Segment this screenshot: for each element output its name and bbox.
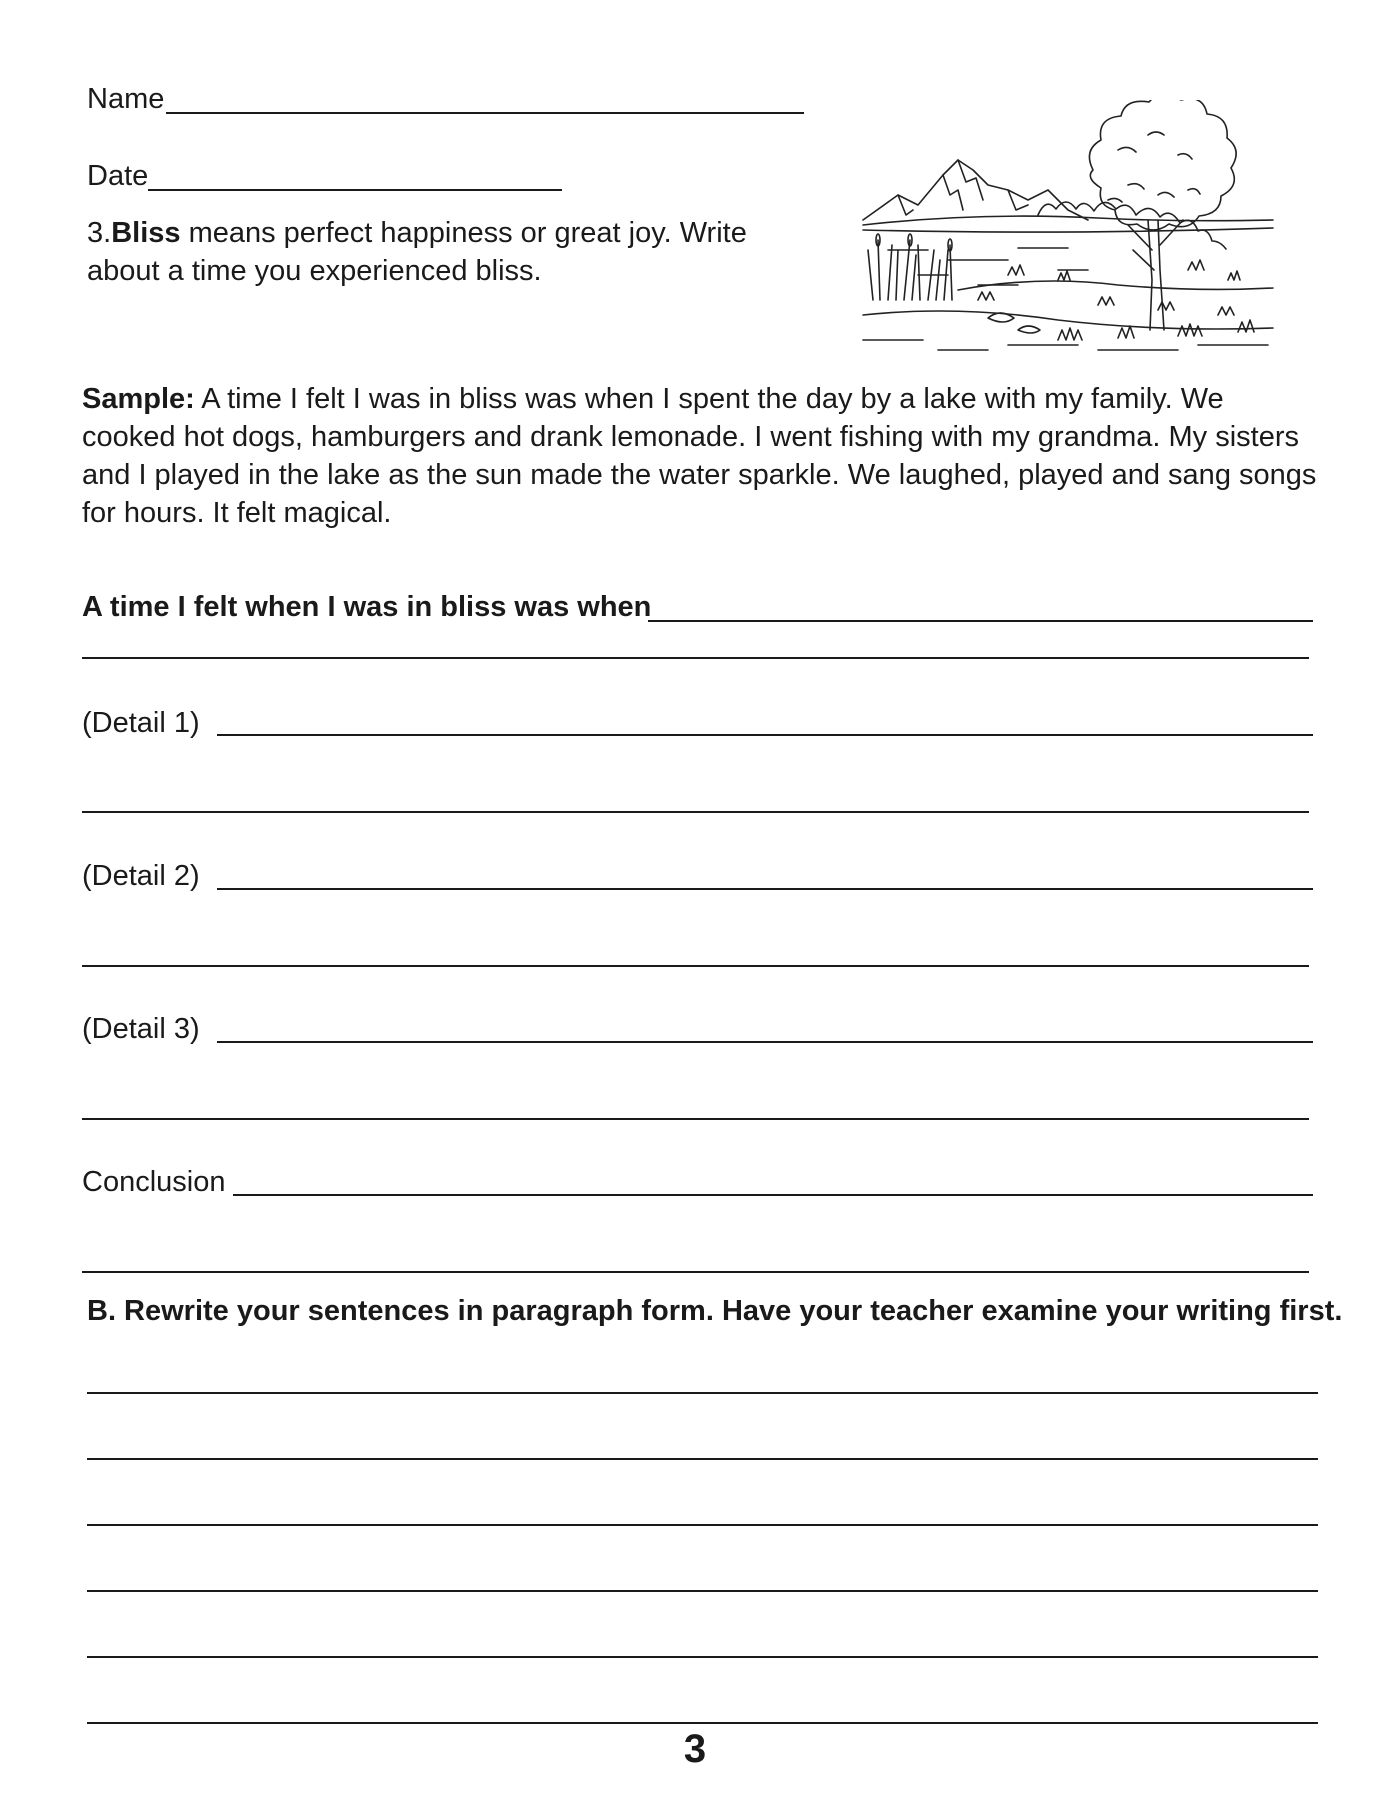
prompt-line-2: about a time you experienced bliss.	[87, 255, 542, 287]
detail-3-line-2[interactable]	[82, 1118, 1309, 1120]
detail-1-line-2[interactable]	[82, 811, 1309, 813]
conclusion-line-1[interactable]	[233, 1194, 1313, 1196]
paragraph-line-3[interactable]	[87, 1524, 1318, 1526]
detail-3-label: (Detail 3)	[82, 1013, 200, 1045]
detail-3-line-1[interactable]	[217, 1041, 1313, 1043]
date-label: Date	[87, 160, 149, 192]
detail-2-label: (Detail 2)	[82, 860, 200, 892]
date-field[interactable]	[148, 189, 562, 191]
name-field[interactable]	[166, 112, 804, 114]
sample-line-2: cooked hot dogs, hamburgers and drank lemonade. I went fishing with my grandma. My sisters	[82, 421, 1299, 453]
detail-2-line-1[interactable]	[217, 888, 1313, 890]
sample-line-4: for hours. It felt magical.	[82, 497, 392, 529]
page-number: 3	[683, 1727, 707, 1771]
prompt-definition: means perfect happiness or great joy. Write	[180, 217, 747, 249]
lake-landscape-illustration	[858, 100, 1278, 390]
name-label: Name	[87, 83, 165, 115]
paragraph-line-2[interactable]	[87, 1458, 1318, 1460]
conclusion-line-2[interactable]	[82, 1271, 1309, 1273]
prompt-term: Bliss	[111, 217, 181, 249]
intro-prompt: A time I felt when I was in bliss was when	[82, 591, 652, 623]
paragraph-line-1[interactable]	[87, 1392, 1318, 1394]
detail-1-label: (Detail 1)	[82, 707, 200, 739]
detail-2-line-2[interactable]	[82, 965, 1309, 967]
intro-line-2[interactable]	[82, 657, 1309, 659]
sample-line-3: and I played in the lake as the sun made the water sparkle. We laughed, played and sang songs	[82, 459, 1317, 491]
detail-1-line-1[interactable]	[217, 734, 1313, 736]
prompt-line-1	[87, 214, 747, 252]
conclusion-label: Conclusion	[82, 1166, 226, 1198]
paragraph-line-4[interactable]	[87, 1590, 1318, 1592]
sample-text-1: A time I felt I was in bliss was when I spent the day by a lake with my family. We	[194, 383, 1224, 415]
part-b-instruction: B. Rewrite your sentences in paragraph form. Have your teacher examine your writing first.	[87, 1295, 1343, 1327]
sample-label: Sample:	[82, 383, 195, 415]
paragraph-line-5[interactable]	[87, 1656, 1318, 1658]
intro-line-1[interactable]	[648, 620, 1313, 622]
sample-line-1	[82, 380, 1224, 418]
prompt-number: 3.	[87, 217, 112, 249]
